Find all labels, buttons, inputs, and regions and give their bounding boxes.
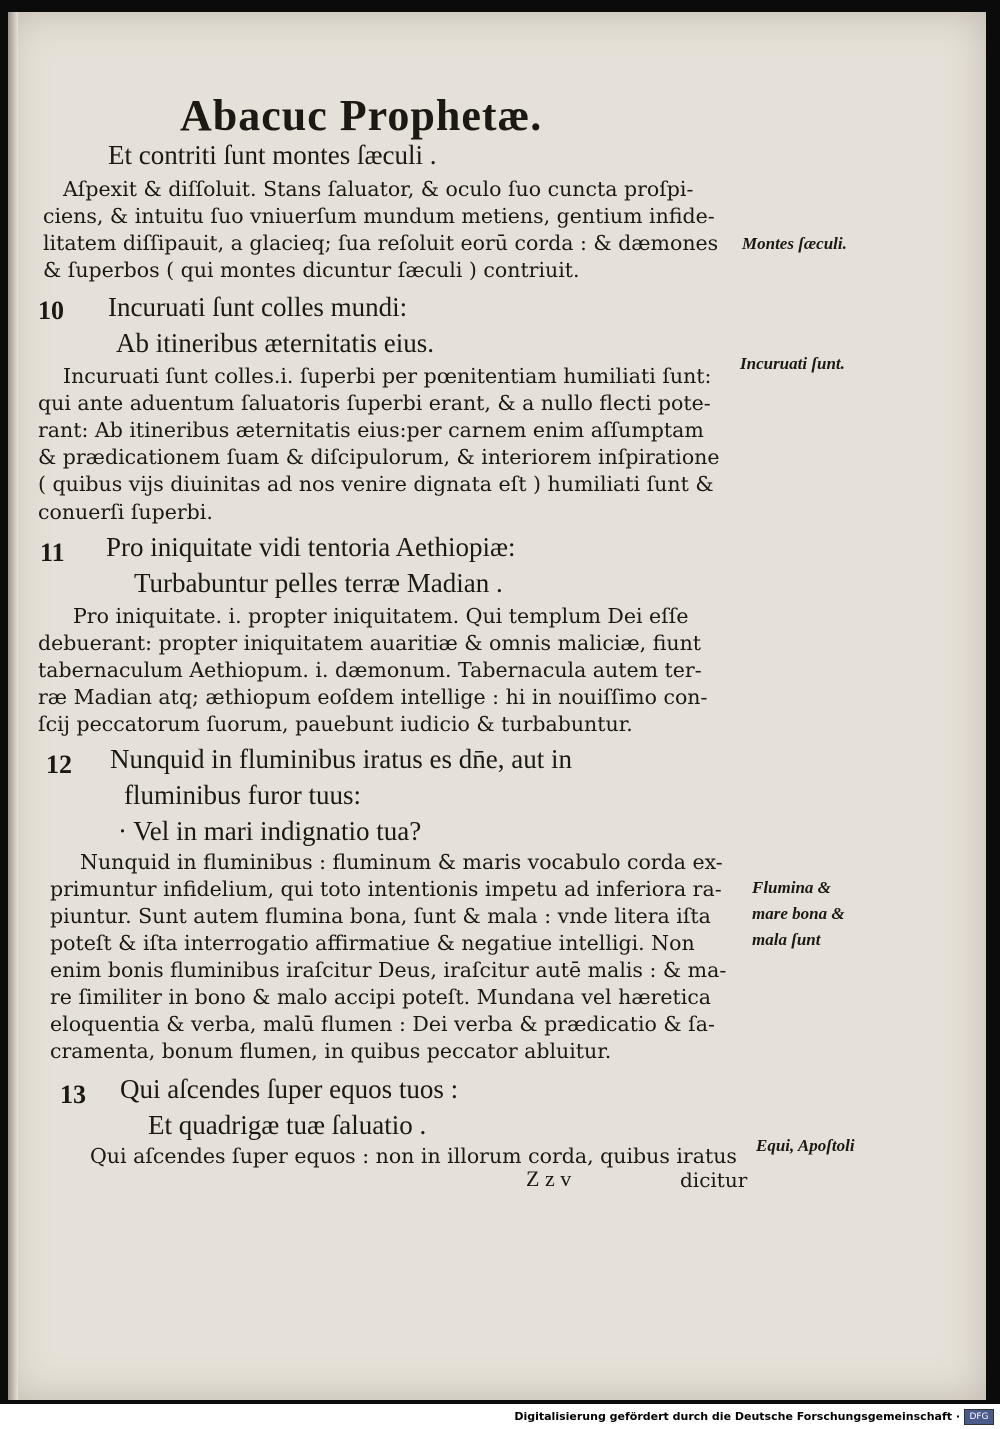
commentary-line: tabernaculum Aethiopum. i. dæmonum. Tabernacula autem ter-: [38, 658, 702, 682]
commentary-line: Nunquid in fluminibus : fluminum & maris vocabulo corda ex-: [80, 850, 723, 874]
verse-line: Et contriti ſunt montes ſæculi .: [108, 140, 437, 170]
commentary-line: Qui aſcendes ſuper equos : non in illorum corda, quibus iratus: [90, 1144, 737, 1168]
page-title: Abacuc Prophetæ.: [180, 91, 543, 140]
commentary-line: qui ante aduentum ſaluatoris ſuperbi erant, & a nullo flecti pote-: [38, 391, 711, 415]
commentary-line: litatem diſſipauit, a glacieq; ſua reſoluit eorū corda : & dæmones: [43, 231, 719, 255]
margin-note: mala ſunt: [752, 930, 821, 949]
margin-note: mare bona &: [752, 904, 845, 923]
commentary-line: piuntur. Sunt autem flumina bona, ſunt & mala : vnde litera iſta: [50, 904, 711, 928]
verse-line: fluminibus furor tuus:: [124, 780, 361, 810]
verse-line: Et quadrigæ tuæ ſaluatio .: [148, 1110, 427, 1140]
commentary-line: conuerſi ſuperbi.: [38, 500, 213, 524]
verse-line: Pro iniquitate vidi tentoria Aethiopiæ:: [106, 532, 516, 562]
commentary-line: Pro iniquitate. i. propter iniquitatem. Qui templum Dei eſſe: [73, 604, 689, 628]
commentary-line: ræ Madian atq; æthiopum eoſdem intellige : hi in nouiſſimo con-: [38, 685, 708, 709]
verse-number: 13: [60, 1080, 86, 1109]
verse-line: Turbabuntur pelles terræ Madian .: [134, 568, 503, 598]
commentary-line: debuerant: propter iniquitatem auaritiæ & omnis maliciæ, fiunt: [38, 631, 702, 655]
verse-number: 11: [40, 538, 65, 567]
commentary-line: enim bonis fluminibus iraſcitur Deus, iraſcitur autē malis : & ma-: [50, 958, 727, 982]
commentary-line: ſcij peccatorum ſuorum, pauebunt iudicio & turbabuntur.: [38, 712, 633, 736]
margin-note: Incuruati ſunt.: [740, 354, 845, 373]
dfg-logo-icon: DFG: [964, 1409, 994, 1425]
verse-number: 10: [38, 296, 64, 325]
verse-line: Ab itineribus æternitatis eius.: [116, 328, 434, 358]
commentary-line: re ſimiliter in bono & malo accipi poteſt. Mundana vel hæretica: [50, 985, 712, 1009]
verse-line: Qui aſcendes ſuper equos tuos :: [120, 1074, 459, 1104]
margin-note: Montes ſæculi.: [742, 234, 847, 253]
commentary-line: cramenta, bonum flumen, in quibus peccator abluitur.: [50, 1039, 612, 1063]
commentary-line: ( quibus vijs diuinitas ad nos venire dignata eſt ) humiliati ſunt &: [38, 472, 714, 496]
catchword: dicitur: [680, 1168, 748, 1192]
verse-number: 12: [46, 750, 72, 779]
commentary-line: Incuruati ſunt colles.i. ſuperbi per pœnitentiam humiliati ſunt:: [63, 364, 712, 388]
footer-credit: Digitalisierung gefördert durch die Deutsche Forschungsgemeinschaft ·: [514, 1410, 960, 1423]
commentary-line: primuntur infidelium, qui toto intentionis impetu ad inferiora ra-: [50, 877, 722, 901]
signature-mark: Z z v: [526, 1166, 572, 1191]
digitization-footer: [0, 1404, 1000, 1429]
commentary-line: Aſpexit & diſſoluit. Stans ſaluator, & oculo ſuo cuncta proſpi-: [63, 177, 694, 201]
verse-line: Incuruati ſunt colles mundi:: [108, 292, 408, 322]
margin-note: Flumina &: [752, 878, 831, 897]
verse-line: Nunquid in fluminibus iratus es dn̄e, aut in: [110, 744, 572, 774]
verse-line: · Vel in mari indignatio tua?: [118, 816, 422, 846]
commentary-line: eloquentia & verba, malū flumen : Dei verba & prædicatio & ſa-: [50, 1012, 715, 1036]
commentary-line: ciens, & intuitu ſuo vniuerſum mundum metiens, gentium infide-: [43, 204, 715, 228]
commentary-line: poteſt & iſta interrogatio affirmatiue & negatiue intelligi. Non: [50, 931, 695, 955]
commentary-line: & prædicationem ſuam & diſcipulorum, & interiorem inſpiratione: [38, 445, 720, 469]
commentary-line: rant: Ab itineribus æternitatis eius:per carnem enim aſſumptam: [38, 418, 704, 442]
commentary-line: & ſuperbos ( qui montes dicuntur ſæculi ) contriuit.: [43, 258, 580, 282]
margin-note: Equi, Apoſtoli: [756, 1136, 855, 1155]
book-page: [8, 12, 986, 1400]
